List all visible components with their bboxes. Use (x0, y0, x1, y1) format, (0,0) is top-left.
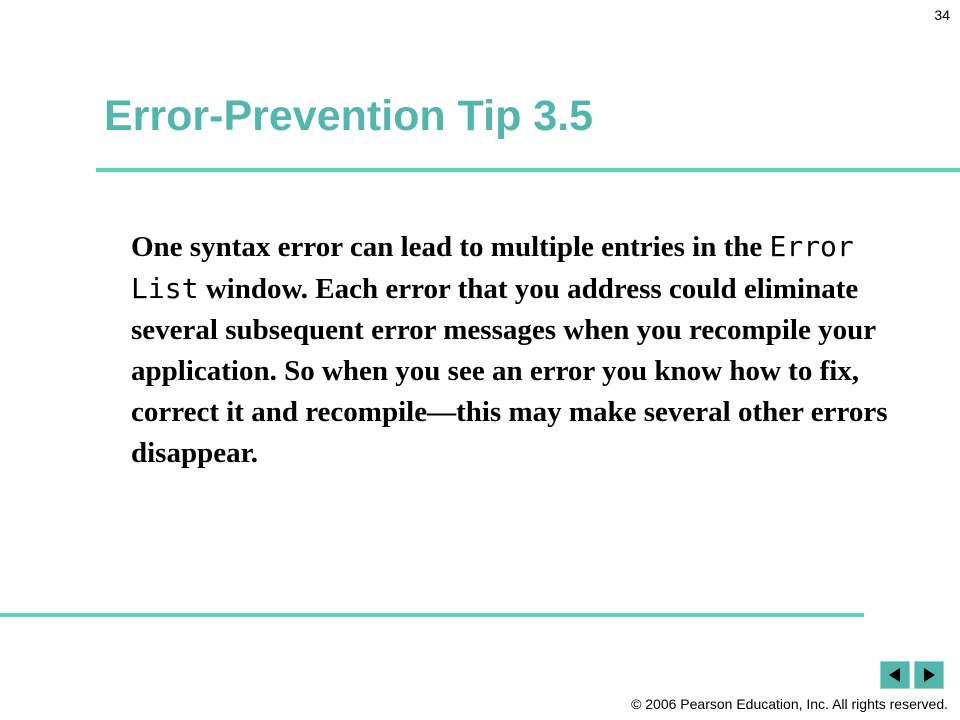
title-divider (96, 168, 960, 172)
triangle-left-icon (887, 667, 903, 683)
copyright-notice: © 2006 Pearson Education, Inc. All rights reserved. (631, 696, 948, 712)
slide-navigation (880, 661, 944, 689)
tip-body-text-2: window. Each error that you address could eliminate several subsequent error messages when you recompile your application. So when you see an error you know how to fix, correct it and recompile—this may make several other errors disappear. (131, 273, 888, 469)
error-list-code: Error List (131, 230, 854, 305)
footer-divider (0, 613, 864, 617)
next-slide-button[interactable] (914, 661, 944, 689)
slide-title: Error-Prevention Tip 3.5 (104, 92, 594, 140)
tip-body-text-1: One syntax error can lead to multiple entries in the (131, 231, 770, 263)
tip-body (131, 226, 931, 474)
triangle-right-icon (921, 667, 937, 683)
page-number: 34 (934, 7, 950, 23)
previous-slide-button[interactable] (880, 661, 910, 689)
